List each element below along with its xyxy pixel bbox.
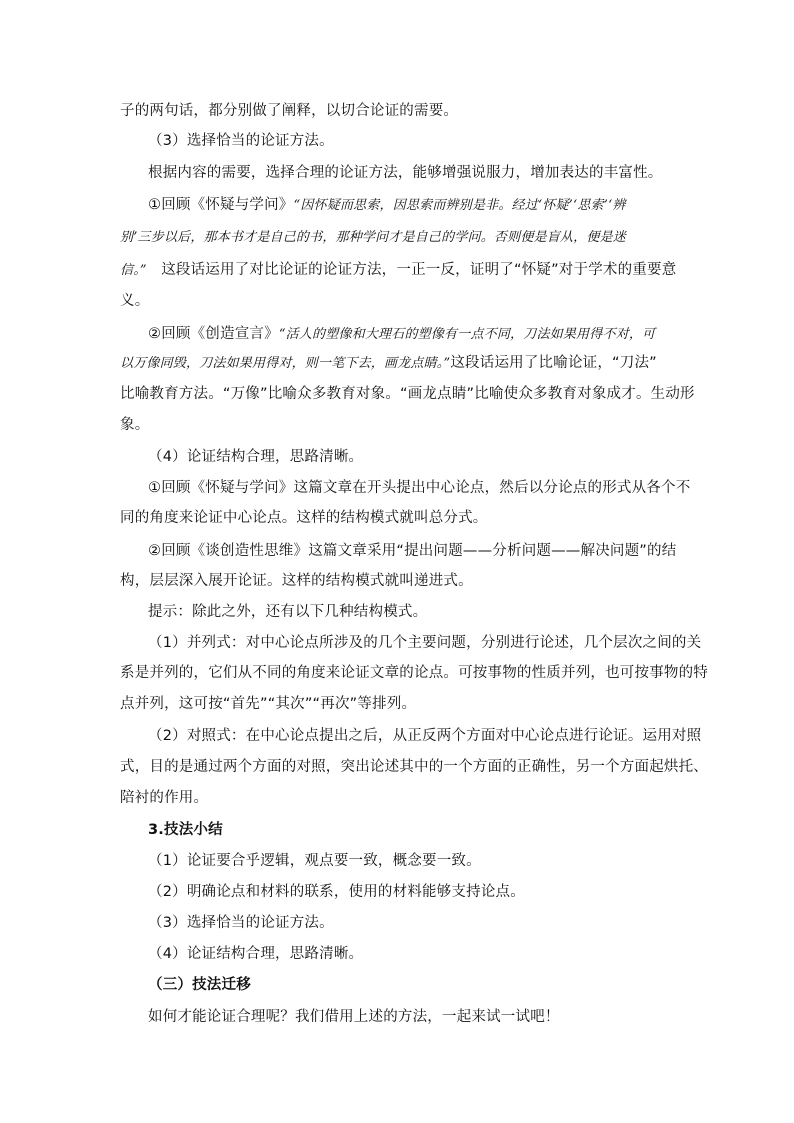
section-heading: 3.技法小结 [148,822,223,838]
paragraph-line [148,195,626,216]
commentary: 这段话运用了比喻论证，“刀法” [450,355,657,371]
paragraph-line [120,260,676,281]
paragraph-line: 比喻教育方法。“万像”比喻众多教育对象。“画龙点睛”比喻使众多教育对象成才。生动形 [120,386,695,402]
paragraph-line: 系是并列的，它们从不同的角度来论证文章的论点。可按事物的性质并列，也可按事物的特 [120,665,708,681]
paragraph-line: 根据内容的需要，选择合理的论证方法，能够增强说服力，增加表达的丰富性。 [148,165,663,181]
commentary: 这段话运用了对比论证的论证方法，一正一反，证明了“怀疑”对于学术的重要意 [161,262,677,278]
paragraph-line [120,353,657,374]
paragraph-line: 式，目的是通过两个方面的对照，突出论述其中的一个方面的正确性，另一个方面起烘托、 [120,759,708,775]
paragraph-line: 构，层层深入展开论证。这样的结构模式就叫递进式。 [120,573,473,589]
review-label: ②回顾《创造宣言》 [148,326,279,342]
section-heading: （三）技法迁移 [148,977,251,993]
section-heading: （4）论证结构合理，思路清晰。 [148,449,364,465]
quotation: “活人的塑像和大理石的塑像有一点不同，刀法如果用得不对，可 [278,327,656,342]
quotation: “因怀疑而思索，因思索而辨别是非。经过‘怀疑’‘思索’‘辨 [293,198,626,213]
paragraph-line: 陪衬的作用。 [120,790,209,806]
paragraph-line: 同的角度来论证中心论点。这样的结构模式就叫总分式。 [120,510,488,526]
paragraph-line: 如何才能论证合理呢？我们借用上述的方法，一起来试一试吧！ [148,1009,560,1025]
paragraph-line: ①回顾《怀疑与学问》这篇文章在开头提出中心论点，然后以分论点的形式从各个不 [148,480,691,496]
paragraph-line: 提示：除此之外，还有以下几种结构模式。 [148,604,428,620]
paragraph-line: （1）并列式：对中心论点所涉及的几个主要问题，分别进行论述，几个层次之间的关 [148,635,702,651]
paragraph-line [148,324,655,345]
list-item: （1）论证要合乎逻辑，观点要一致，概念要一致。 [148,853,481,869]
list-item: （2）明确论点和材料的联系，使用的材料能够支持论点。 [148,884,525,900]
paragraph-line: （2）对照式：在中心论点提出之后，从正反两个方面对中心论点进行论证。运用对照 [148,728,702,744]
paragraph-line: 象。 [120,417,150,433]
quotation: 信。” [120,263,147,278]
review-label: ①回顾《怀疑与学问》 [148,197,294,213]
paragraph-line: 点并列，这可按“首先”“其次”“再次”等排列。 [120,696,417,712]
paragraph-line: 子的两句话，都分别做了阐释，以切合论证的需要。 [120,103,459,119]
paragraph-line: 义。 [120,293,150,309]
paragraph-line: ②回顾《谈创造性思维》这篇文章采用“提出问题——分析问题——解决问题”的结 [148,543,677,559]
section-heading: （3）选择恰当的论证方法。 [148,133,334,149]
list-item: （4）论证结构合理，思路清晰。 [148,946,364,962]
quotation-line: 别’三步以后，那本书才是自己的书，那种学问才是自己的学问。否则便是盲从，便是迷 [120,230,626,245]
quotation: 以万像同毁，刀法如果用得对，则一笔下去，画龙点睛。” [120,356,451,371]
list-item: （3）选择恰当的论证方法。 [148,915,334,931]
